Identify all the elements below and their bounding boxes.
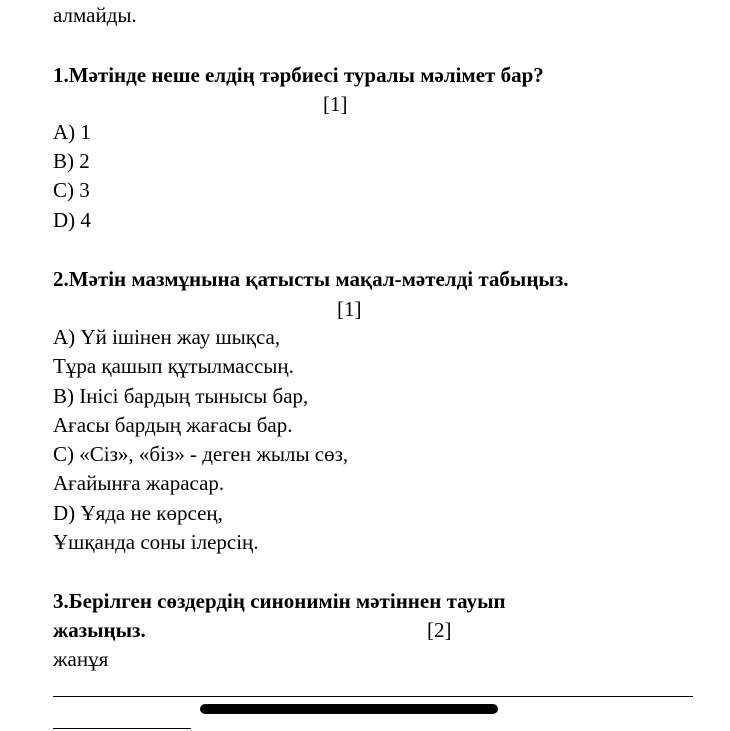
answer-line xyxy=(53,696,693,697)
home-indicator-bar[interactable] xyxy=(200,704,498,714)
question-1-title: 1.Мәтінде неше елдің тәрбиесі туралы мәлімет бар? xyxy=(53,63,544,87)
question-2-option-a-line2: Тұра қашып құтылмассың. xyxy=(53,354,294,378)
question-2-option-a-line1: A) Үй ішінен жау шықса, xyxy=(53,325,281,349)
question-2-title: 2.Мәтін мазмұнына қатысты мақал-мәтелді табыңыз. xyxy=(53,267,569,291)
question-2-option-c-line2: Ағайынға жарасар. xyxy=(53,471,225,495)
question-2-option-d-line2: Ұшқанда соны ілерсің. xyxy=(53,530,259,554)
question-1-option-c: C) 3 xyxy=(53,178,90,202)
question-2-option-b-line1: B) Інісі бардың тынысы бар, xyxy=(53,384,309,408)
question-1-mark: [1] xyxy=(323,92,348,116)
question-3-title-line1: 3.Берілген сөздердің синонимін мәтіннен тауып xyxy=(53,589,506,613)
top-fragment: алмайды. xyxy=(53,3,137,27)
question-3-word: жанұя xyxy=(53,647,109,671)
question-1-option-b: B) 2 xyxy=(53,149,90,173)
question-1-option-d: D) 4 xyxy=(53,208,91,232)
question-3-title-line2: жазыңыз. xyxy=(53,618,146,642)
question-3-mark: [2] xyxy=(427,618,452,642)
answer-line-short xyxy=(53,728,191,729)
question-2-option-c-line1: C) «Сіз», «біз» - деген жылы сөз, xyxy=(53,442,349,466)
question-1-option-a: A) 1 xyxy=(53,120,91,144)
question-2-option-b-line2: Ағасы бардың жағасы бар. xyxy=(53,413,293,437)
question-2-mark: [1] xyxy=(337,297,362,321)
question-2-option-d-line1: D) Ұяда не көрсең, xyxy=(53,501,223,525)
